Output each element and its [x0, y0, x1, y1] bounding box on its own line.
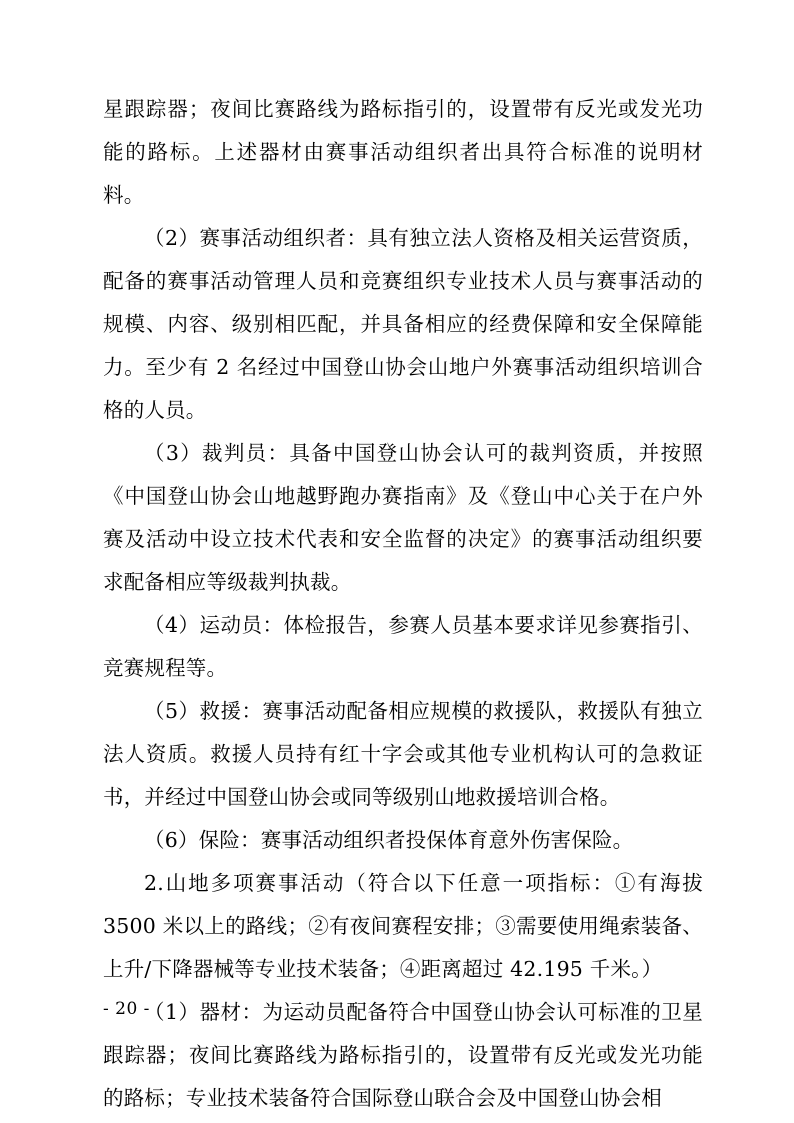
paragraph-8: （1）器材：为运动员配备符合中国登山协会认可标准的卫星跟踪器；夜间比赛路线为路标指引的，设置带有反光或发光功能的路标；专业技术装备符合国际登山联合会及中国登山协会相 — [103, 1000, 703, 1110]
document-body — [103, 88, 703, 1120]
paragraph-1: 星跟踪器；夜间比赛路线为路标指引的，设置带有反光或发光功能的路标。上述器材由赛事活动组织者出具符合标准的说明材料。 — [103, 97, 703, 207]
paragraph-4: （4）运动员：体检报告，参赛人员基本要求详见参赛指引、竞赛规程等。 — [103, 613, 703, 680]
paragraph-7: 2.山地多项赛事活动（符合以下任意一项指标：①有海拔 3500 米以上的路线；②有夜间赛程安排；③需要使用绳索装备、上升/下降器械等专业技术装备；④距离超过 42.195 千米。） — [103, 871, 703, 981]
page-number: - 20 - — [103, 999, 150, 1019]
paragraph-5: （5）救援：赛事活动配备相应规模的救援队，救援队有独立法人资质。救援人员持有红十字会或其他专业机构认可的急救证书，并经过中国登山协会或同等级别山地救援培训合格。 — [103, 699, 703, 809]
paragraph-3: （3）裁判员：具备中国登山协会认可的裁判资质，并按照《中国登山协会山地越野跑办赛指南》及《登山中心关于在户外赛及活动中设立技术代表和安全监督的决定》的赛事活动组织要求配备相应等级裁判执裁。 — [103, 441, 703, 594]
paragraph-6: （6）保险：赛事活动组织者投保体育意外伤害保险。 — [144, 828, 634, 852]
paragraph-2: （2）赛事活动组织者：具有独立法人资格及相关运营资质，配备的赛事活动管理人员和竞赛组织专业技术人员与赛事活动的规模、内容、级别相匹配，并具备相应的经费保障和安全保障能力。至少有 2 名经过中国登山协会山地户外赛事活动组织培训合格的人员。 — [103, 226, 703, 422]
